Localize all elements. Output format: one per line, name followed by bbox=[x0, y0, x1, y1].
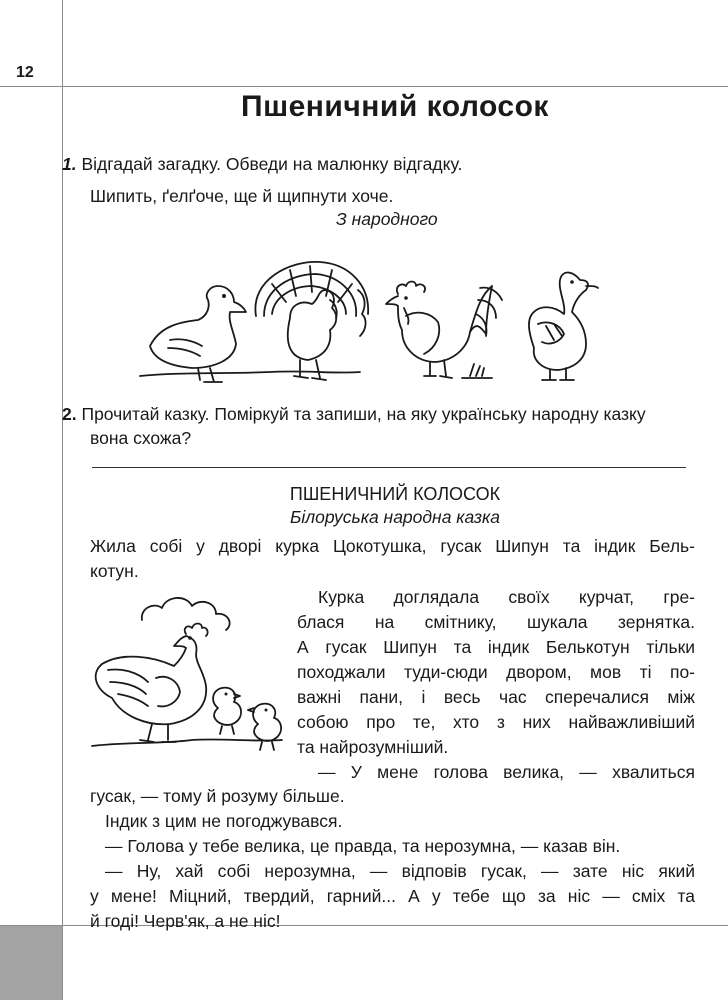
story-line: Індик з цим не погоджувався. bbox=[105, 811, 343, 831]
story-line: Жила собі у дворі курка Цокотушка, гусак Шипун та індик Бель- bbox=[90, 536, 695, 556]
goose-drawing[interactable] bbox=[529, 273, 598, 381]
answer-line[interactable] bbox=[92, 467, 686, 468]
corner-gray-block bbox=[0, 926, 62, 1000]
story-line: котун. bbox=[90, 561, 139, 581]
turkey-drawing[interactable] bbox=[255, 262, 368, 380]
story-line: — Ну, хай собі нерозумна, — відповів гусак, — зате ніс який bbox=[105, 861, 695, 881]
task1-text: Відгадай загадку. Обведи на малюнку відгадку. bbox=[81, 154, 463, 174]
story-line: важні пани, і весь час сперечалися між bbox=[297, 687, 695, 707]
story-title: ПШЕНИЧНИЙ КОЛОСОК bbox=[289, 484, 501, 504]
task2-number: 2. bbox=[62, 404, 77, 424]
story-line: гусак, — тому й розуму більше. bbox=[90, 786, 345, 806]
hen-drawing bbox=[92, 624, 282, 747]
task1-instruction bbox=[62, 152, 462, 176]
task2-line2: вона схожа? bbox=[90, 428, 192, 448]
riddle-source: З народного bbox=[336, 209, 438, 229]
riddle-text: Шипить, ґелґоче, ще й щипнути хоче. bbox=[90, 186, 394, 206]
story-line: — У мене голова велика, — хвалиться bbox=[318, 762, 695, 782]
chick-drawing bbox=[248, 704, 281, 750]
story-line: походжали туди-сюди двором, мов ті по- bbox=[297, 662, 695, 682]
rooster-drawing[interactable] bbox=[386, 282, 502, 379]
hen-chicks-illustration bbox=[82, 590, 292, 760]
story-line: собою про те, хто з них найважливіший bbox=[297, 712, 695, 732]
cloud-drawing bbox=[142, 598, 230, 630]
header-rule bbox=[0, 86, 728, 87]
task1-number: 1. bbox=[62, 154, 77, 174]
story-line: й годі! Черв'як, а не ніс! bbox=[90, 911, 281, 931]
story-line: та найрозумніший. bbox=[297, 737, 449, 757]
chick-drawing bbox=[213, 688, 241, 734]
duck-drawing[interactable] bbox=[140, 286, 360, 382]
page-number: 12 bbox=[16, 64, 34, 81]
story-line: — Голова у тебе велика, це правда, та нерозумна, — казав він. bbox=[105, 836, 621, 856]
task2-line1: Прочитай казку. Поміркуй та запиши, на яку українську народну казку bbox=[81, 404, 646, 424]
story-line: блася на смітнику, шукала зернятка. bbox=[297, 612, 695, 632]
task2-instruction bbox=[62, 402, 692, 426]
story-subtitle: Білоруська народна казка bbox=[289, 507, 501, 527]
story-line: у мене! Міцний, твердий, гарний... А у тебе що за ніс — сміх та bbox=[90, 886, 695, 906]
page-title: Пшеничний колосок bbox=[241, 90, 549, 123]
birds-illustration[interactable] bbox=[140, 256, 620, 391]
story-line: Курка доглядала своїх курчат, гре- bbox=[318, 587, 695, 607]
story-line: А гусак Шипун та індик Белькотун тільки bbox=[297, 637, 695, 657]
